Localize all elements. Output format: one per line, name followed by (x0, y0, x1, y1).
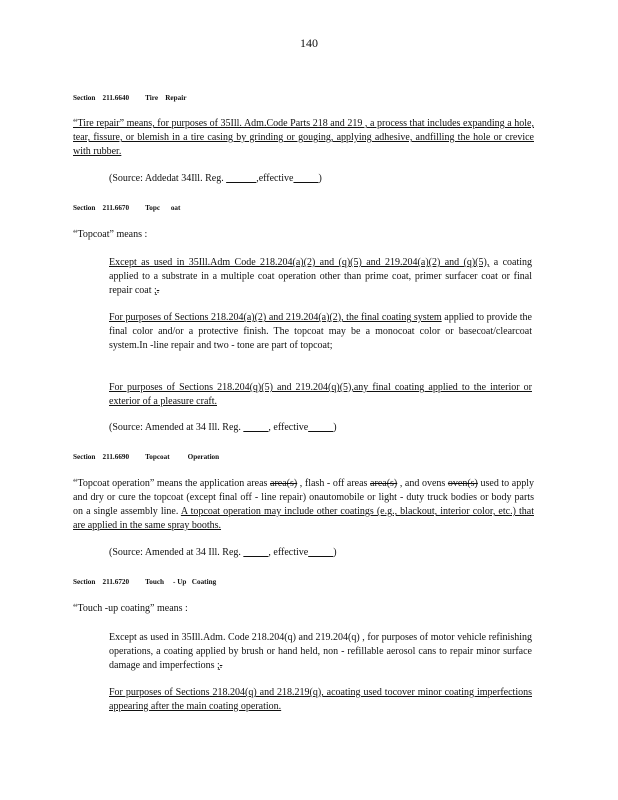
topcoat-subparagraph-2 (109, 311, 532, 353)
text-run: ,effective (256, 173, 294, 184)
inserted-text: For purposes of Sections 218.204(a)(2) and 219.204(a)(2), the final coating system (109, 312, 442, 323)
inserted-text: _____ (243, 547, 269, 558)
touch-up-subparagraph-2 (109, 686, 532, 714)
deleted-text: area(s) (370, 478, 398, 489)
section-heading-topcoat: Section 211.6670 Topc oat (73, 204, 181, 212)
inserted-text: ; (217, 660, 220, 671)
text-run: , effective (268, 547, 309, 558)
section-heading-topcoat-operation: Section 211.6690 Topcoat Operation (73, 453, 220, 461)
text-run: ) (333, 422, 337, 433)
text-run: “Topcoat operation” means the application areas (73, 478, 270, 489)
text-run: , effective (268, 422, 309, 433)
definition-tire-repair (73, 117, 534, 159)
text-run: “Touch -up coating” means : (73, 603, 188, 614)
inserted-text: ______ (226, 173, 257, 184)
source-note-topcoat-operation (109, 546, 532, 560)
definition-topcoat-operation (73, 477, 534, 533)
text-run: “Topcoat” means : (73, 229, 148, 240)
inserted-text: _____ (308, 422, 334, 433)
inserted-text: For purposes of Sections 218.204(q) and 218.219(q), acoating used tocover minor coating imperfections appearing after the main coating operation. (109, 687, 532, 712)
inserted-text: _____ (293, 173, 319, 184)
text-run: a coating applied to a substrate in a multiple coat operation other than prime coat, primer surfacer coat or final repair coat (109, 257, 533, 296)
inserted-text: For purposes of Sections 218.204(q)(5) and 219.204(q)(5),any final coating applied to the interior or exterior of a pleasure craft. (109, 382, 532, 407)
text-run: , and ovens (397, 478, 448, 489)
inserted-text: “Tire repair” means, for purposes of 35Ill. Adm.Code Parts 218 and 219 , a process that includes expanding a hole, tear, fissure, or blemish in a tire casing by grinding or gouging, applying adhesive, andfilling the hole or crevice with rubber. (73, 118, 534, 157)
inserted-text: _____ (243, 422, 269, 433)
text-run: (Source: Amended at 34 Ill. Reg. (109, 422, 244, 433)
page-number: 140 (300, 36, 318, 50)
topcoat-subparagraph-1 (109, 256, 532, 298)
deleted-text: oven(s) (447, 478, 478, 489)
section-heading-tire-repair: Section 211.6640 Tire Repair (73, 94, 187, 102)
definition-topcoat-intro (73, 228, 534, 242)
inserted-text: _____ (308, 547, 334, 558)
source-note-topcoat (109, 421, 532, 435)
touch-up-subparagraph-1 (109, 631, 532, 673)
text-run: ) (318, 173, 322, 184)
section-heading-touch-up-coating: Section 211.6720 Touch - Up Coating (73, 578, 217, 586)
topcoat-subparagraph-3 (109, 381, 532, 409)
deleted-text: . (219, 660, 223, 671)
text-run: (Source: Amended at 34 Ill. Reg. (109, 547, 244, 558)
inserted-text: Except as used in 35Ill.Adm Code 218.204(a)(2) and (q)(5) and 219.204(a)(2) and (q)(5), (109, 257, 490, 268)
text-run: (Source: Addedat 34Ill. Reg. (109, 173, 227, 184)
text-run: used to apply and dry or cure the topcoat (except final off - line repair) onautomobile or light - duty truck bodies or body parts on a single assembly line. (73, 478, 534, 517)
inserted-text: ; (153, 285, 157, 296)
deleted-text: . (156, 285, 160, 296)
inserted-text: A topcoat operation may include other coatings (e.g., blackout, interior color, etc.) that are applied in the same spray booths. (73, 506, 534, 531)
text-run: applied to provide the final color and/or a protective finish. The topcoat may be a monocoat color or basecoat/clearcoat system.In -line repair and two - tone are part of topcoat; (109, 312, 532, 351)
definition-touch-up-coating-intro (73, 602, 534, 616)
text-run: ) (333, 547, 337, 558)
deleted-text: area(s) (270, 478, 298, 489)
source-note-tire-repair (109, 172, 532, 186)
text-run: Except as used in 35Ill.Adm. Code 218.204(q) and 219.204(q) , for purposes of motor vehicle refinishing operations, a coating applied by brush or hand held, non - refillable aerosol cans to repair minor surface damage and imperfections (109, 632, 532, 671)
text-run: , flash - off areas (297, 478, 371, 489)
